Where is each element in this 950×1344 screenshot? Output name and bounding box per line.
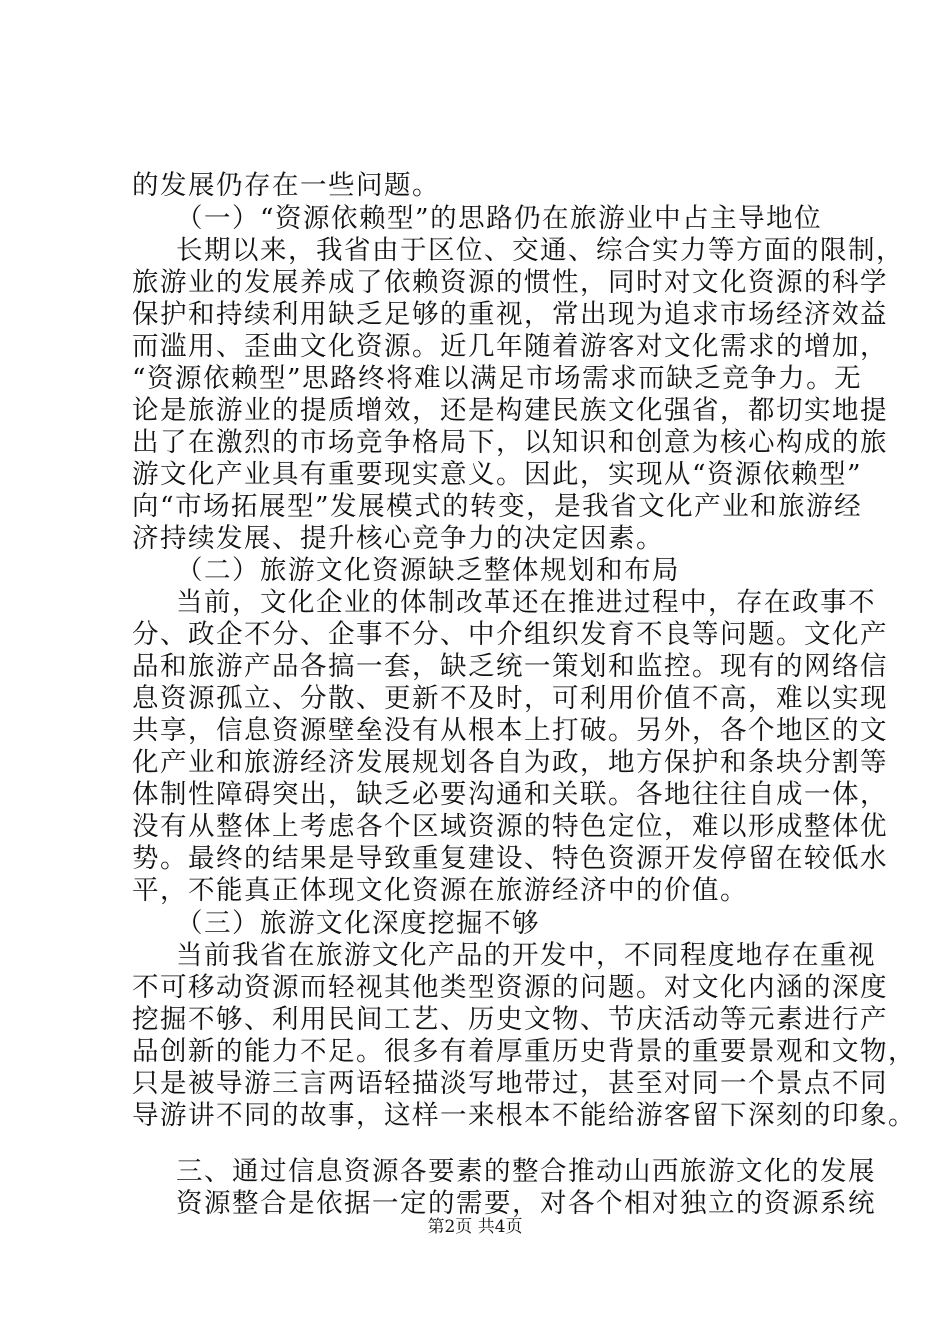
paragraph-line: 旅游业的发展养成了依赖资源的惯性，同时对文化资源的科学 <box>132 267 888 298</box>
paragraph-line: 当前，文化企业的体制改革还在推进过程中，存在政事不 <box>176 587 876 618</box>
paragraph-line: 平，不能真正体现文化资源在旅游经济中的价值。 <box>132 875 748 906</box>
paragraph-line: 品和旅游产品各搞一套，缺乏统一策划和监控。现有的网络信 <box>132 651 888 682</box>
paragraph-line: 没有从整体上考虑各个区域资源的特色定位，难以形成整体优 <box>132 811 888 842</box>
paragraph-line: 资源整合是依据一定的需要，对各个相对独立的资源系统 <box>176 1188 876 1219</box>
paragraph-line: 共享，信息资源壁垒没有从根本上打破。另外，各个地区的文 <box>132 715 888 746</box>
paragraph-line: 只是被导游三言两语轻描淡写地带过，甚至对同一个景点不同 <box>132 1068 888 1099</box>
paragraph-line: 不可移动资源而轻视其他类型资源的问题。对文化内涵的深度 <box>132 972 888 1003</box>
subheading-2: （二）旅游文化资源缺乏整体规划和布局 <box>176 555 680 586</box>
paragraph-line: 品创新的能力不足。很多有着厚重历史背景的重要景观和文物， <box>132 1036 916 1067</box>
paragraph-line: 出了在激烈的市场竞争格局下，以知识和创意为核心构成的旅 <box>132 427 888 458</box>
paragraph-line: 息资源孤立、分散、更新不及时，可利用价值不高，难以实现 <box>132 683 888 714</box>
subheading-3: （三）旅游文化深度挖掘不够 <box>176 908 540 939</box>
paragraph-line: “资源依赖型”思路终将难以满足市场需求而缺乏竞争力。无 <box>132 363 863 394</box>
paragraph-line: 的发展仍存在一些问题。 <box>132 170 440 201</box>
paragraph-line: 向“市场拓展型”发展模式的转变，是我省文化产业和旅游经 <box>132 491 863 522</box>
paragraph-line: 化产业和旅游经济发展规划各自为政，地方保护和条块分割等 <box>132 747 888 778</box>
paragraph-line: 导游讲不同的故事，这样一来根本不能给游客留下深刻的印象。 <box>132 1100 916 1131</box>
paragraph-line: 挖掘不够、利用民间工艺、历史文物、节庆活动等元素进行产 <box>132 1004 888 1035</box>
paragraph-line: 长期以来，我省由于区位、交通、综合实力等方面的限制， <box>176 235 904 266</box>
subheading-1: （一）“资源依赖型”的思路仍在旅游业中占主导地位 <box>176 203 823 234</box>
paragraph-line: 论是旅游业的提质增效，还是构建民族文化强省，都切实地提 <box>132 395 888 426</box>
paragraph-line: 游文化产业具有重要现实意义。因此，实现从“资源依赖型” <box>132 459 863 490</box>
paragraph-line: 保护和持续利用缺乏足够的重视，常出现为追求市场经济效益 <box>132 299 888 330</box>
paragraph-line: 体制性障碍突出，缺乏必要沟通和关联。各地往往自成一体， <box>132 779 888 810</box>
paragraph-line: 分、政企不分、企事不分、中介组织发育不良等问题。文化产 <box>132 619 888 650</box>
section-heading-3: 三、通过信息资源各要素的整合推动山西旅游文化的发展 <box>176 1156 876 1187</box>
paragraph-line: 济持续发展、提升核心竞争力的决定因素。 <box>132 523 664 554</box>
paragraph-line: 势。最终的结果是导致重复建设、特色资源开发停留在较低水 <box>132 843 888 874</box>
paragraph-line: 而滥用、歪曲文化资源。近几年随着游客对文化需求的增加， <box>132 331 888 362</box>
paragraph-line: 当前我省在旅游文化产品的开发中，不同程度地存在重视 <box>176 940 876 971</box>
page-number: 第2页 共4页 <box>427 1217 523 1237</box>
